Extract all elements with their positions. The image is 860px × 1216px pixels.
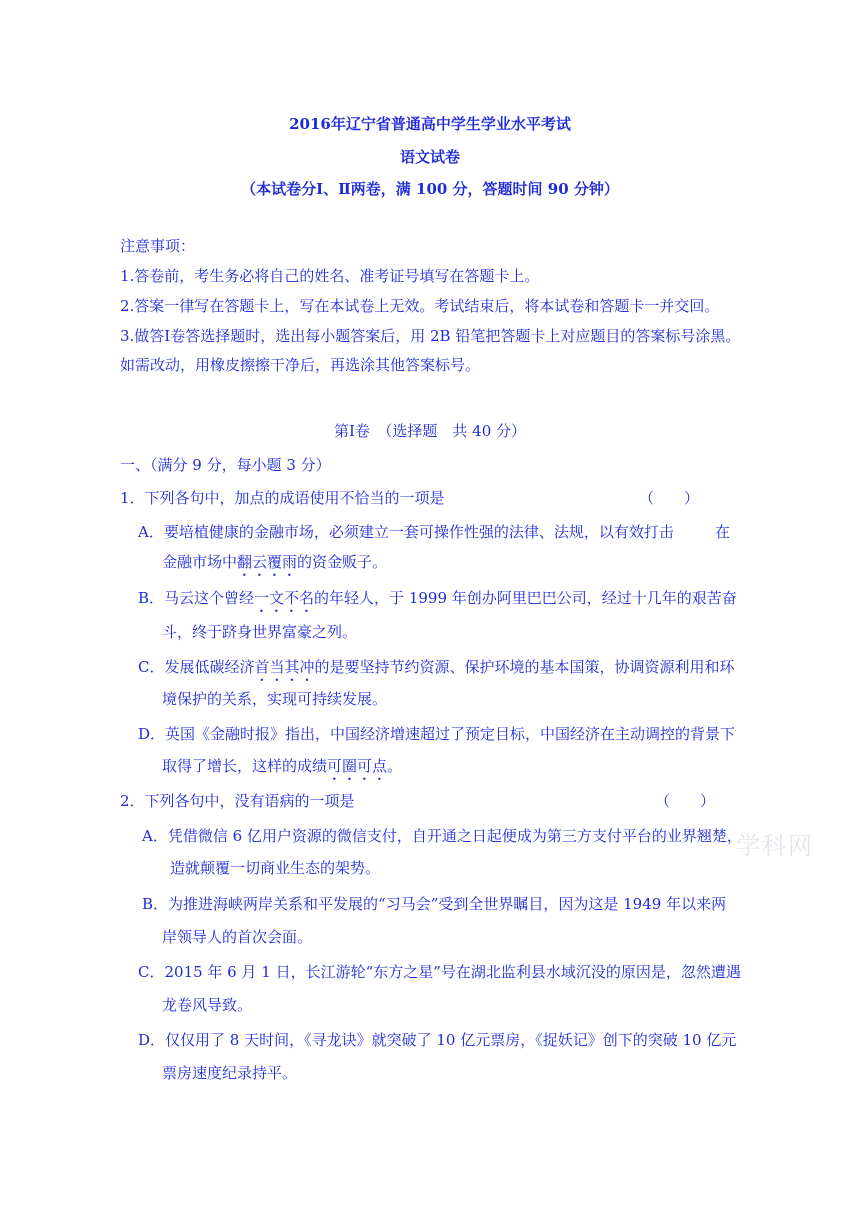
section1-heading: 一、（满分 9 分，每小题 3 分） <box>120 456 331 474</box>
q1-option-c-post: 的是要坚持节约资源、保护环境的基本国策，协调资源利用和环 <box>314 658 735 676</box>
notice-item-3-cont: 如需改动，用橡皮擦擦干净后，再选涂其他答案标号。 <box>120 356 481 374</box>
exam-subject: 语文试卷 <box>399 148 460 166</box>
notice-heading: 注意事项： <box>120 237 196 255</box>
q1-option-d-line1: D．英国《金融时报》指出，中国经济增速超过了预定目标，中国经济在主动调控的背景下 <box>138 725 736 743</box>
q1-option-b-idiom: 一文不名 <box>254 589 315 607</box>
q1-option-a-pre: 金融市场中 <box>162 553 238 571</box>
q1-option-a-post: 的资金贩子。 <box>297 553 388 571</box>
q1-option-a-line1 <box>138 522 674 542</box>
q1-option-a-line2 <box>162 552 387 580</box>
q1-option-d-line2 <box>162 756 402 784</box>
part1-heading: 第Ⅰ卷 （选择题 共 40 分） <box>333 422 527 440</box>
watermark-logo: 学科网 <box>736 832 814 860</box>
q1-option-d-idiom: 可圈可点 <box>327 757 388 775</box>
q1-option-b-pre: B．马云这个曾经 <box>138 589 255 607</box>
q2-option-a-line1: A．凭借微信 6 亿用户资源的微信支付，自开通之日起便成为第三方支付平台的业界翘楚， <box>142 827 742 845</box>
q1-option-c-line2: 境保护的关系，实现可持续发展。 <box>162 690 388 708</box>
q2-answer-bracket: （ ） <box>655 792 716 810</box>
notice-item-2: 2.答案一律写在答题卡上，写在本试卷上无效。考试结束后，将本试卷和答题卡一并交回。 <box>120 297 720 315</box>
q2-option-c-line1: C．2015 年 6 月 1 日，长江游轮“东方之星”号在湖北监利县水域沉没的原因是，忽然遭遇 <box>138 963 741 981</box>
q1-answer-bracket: （ ） <box>639 489 700 507</box>
q1-option-a-tail: 在 <box>715 523 731 541</box>
q2-option-d-line2: 票房速度纪录持平。 <box>162 1064 298 1082</box>
q2-option-d-line1: D．仅仅用了 8 天时间，《寻龙诀》就突破了 10 亿元票房，《捉妖记》创下的突破 10 亿元 <box>138 1031 737 1049</box>
q1-option-d-pre: 取得了增长，这样的成绩 <box>162 757 328 775</box>
q1-option-b-line2: 斗，终于跻身世界富豪之列。 <box>162 623 358 641</box>
q2-option-c-line2: 龙卷风导致。 <box>162 996 253 1014</box>
notice-item-1: 1.答卷前，考生务必将自己的姓名、准考证号填写在答题卡上。 <box>120 267 540 285</box>
q1-option-c-idiom: 首当其冲 <box>254 658 315 676</box>
exam-note: （本试卷分Ⅰ、Ⅱ两卷，满 100 分，答题时间 90 分钟） <box>241 180 619 198</box>
q2-option-b-line2: 岸领导人的首次会面。 <box>162 928 313 946</box>
q1-option-a-text: A．要培植健康的金融市场，必须建立一套可操作性强的法律、法规，以有效打击 <box>138 523 674 541</box>
exam-title: 2016年辽宁省普通高中学生学业水平考试 <box>289 115 571 133</box>
notice-item-3: 3.做答Ⅰ卷答选择题时，选出每小题答案后，用 2B 铅笔把答题卡上对应题目的答案标号涂黑。 <box>120 327 741 345</box>
q1-stem: 1．下列各句中，加点的成语使用不恰当的一项是 <box>120 489 445 507</box>
q1-option-c-line1 <box>138 657 735 685</box>
q1-option-b-post: 的年轻人，于 1999 年创办阿里巴巴公司，经过十几年的艰苦奋 <box>314 589 737 607</box>
q1-option-c-pre: C．发展低碳经济 <box>138 658 255 676</box>
q2-stem: 2．下列各句中，没有语病的一项是 <box>120 792 355 810</box>
q2-option-a-line2: 造就颠覆一切商业生态的架势。 <box>170 859 381 877</box>
q2-option-b-line1: B．为推进海峡两岸关系和平发展的“习马会”受到全世界瞩目，因为这是 1949 年以来两 <box>142 895 727 913</box>
q1-option-a-idiom: 翻云覆雨 <box>237 553 298 571</box>
q1-option-b-line1 <box>138 588 737 616</box>
q1-option-d-post: 。 <box>387 757 403 775</box>
